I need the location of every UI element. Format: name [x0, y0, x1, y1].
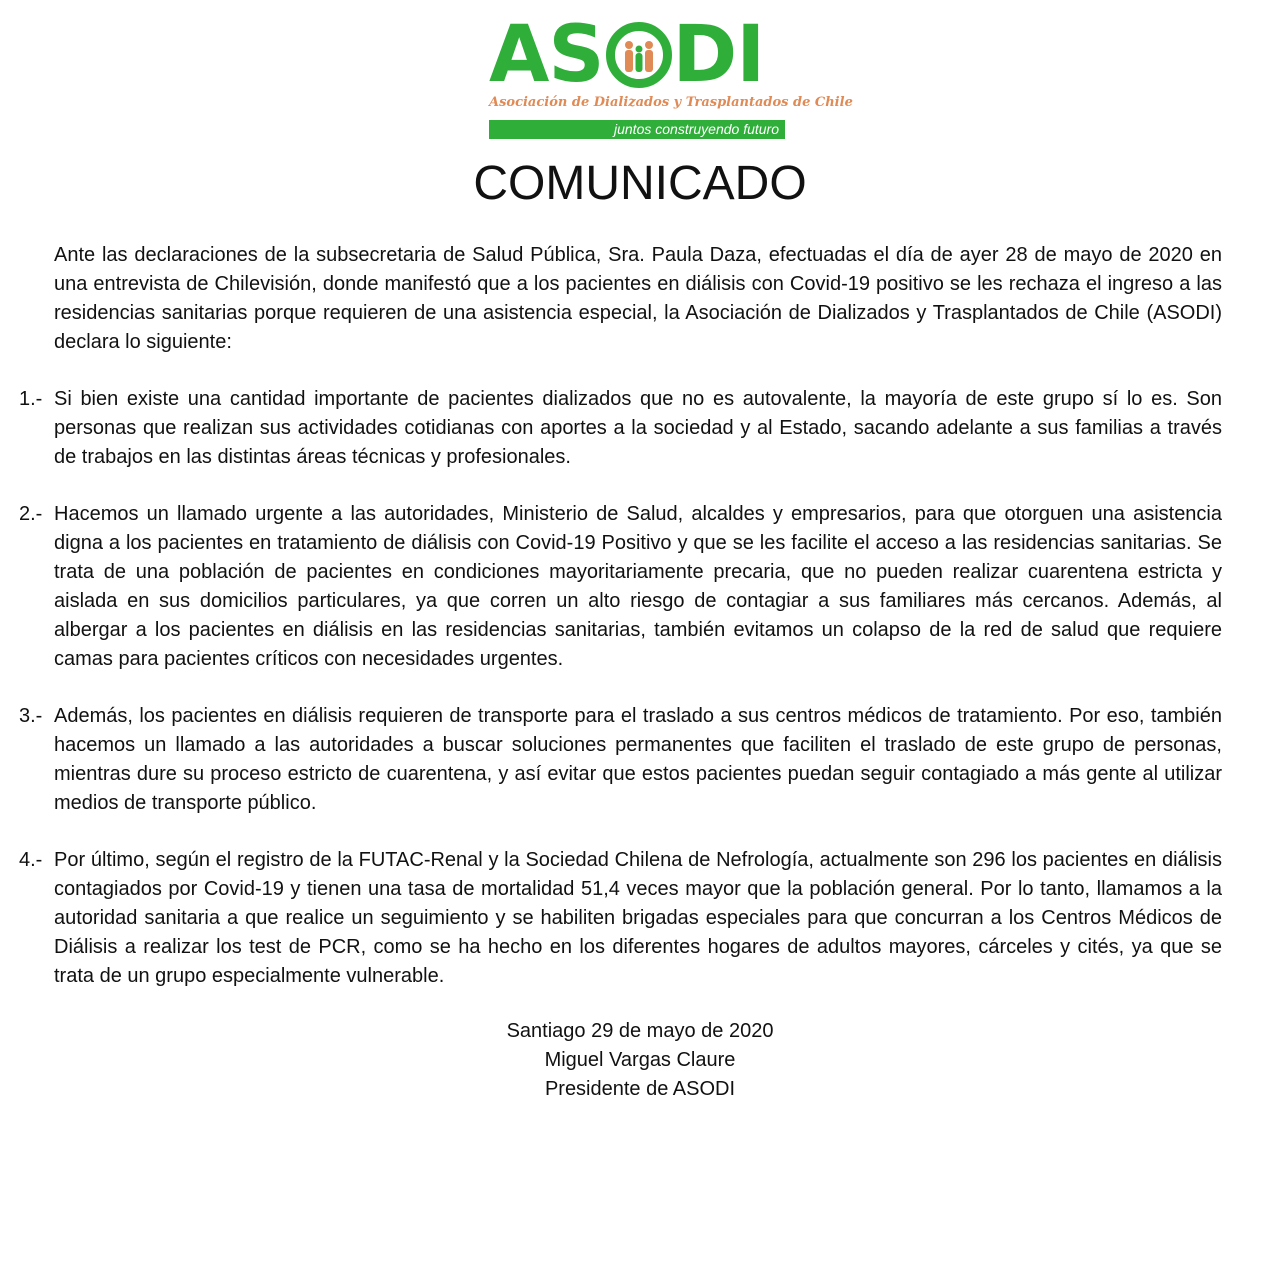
point-number: 3.-: [19, 705, 43, 727]
point-4: [19, 846, 1222, 991]
point-text: Si bien existe una cantidad importante de pacientes dializados que no es autovalente, la mayoría de este grupo sí lo es. Son personas que realizan sus actividades cotidianas con aportes a la sociedad y al Estado, sacando adelante a sus familias a través de trabajos en las distintas áreas técnicas y profesionales.: [54, 388, 1222, 468]
point-1: [19, 385, 1222, 472]
point-number: 2.-: [19, 503, 43, 525]
logo-name-end: DI: [672, 10, 765, 100]
statement-body: [19, 241, 1222, 1019]
page-title: COMUNICADO: [473, 157, 807, 210]
logo-tagline: juntos construyendo futuro: [614, 121, 779, 137]
logo-tagline-bar: [489, 120, 785, 139]
asodi-logo: [489, 10, 853, 137]
point-3: [19, 702, 1222, 818]
point-text: Hacemos un llamado urgente a las autoridades, Ministerio de Salud, alcaldes y empresarios, para que otorguen una asistencia digna a los pacientes en tratamiento de diálisis con Covid-19 Positivo y que se les facilite el acceso a las residencias sanitarias. Se trata de una población de pacientes en condiciones mayoritariamente precaria, que no pueden realizar cuarentena estricta y aislada en sus domicilios particulares, ya que corren un alto riesgo de contagiar a sus familiares más cercanos. Además, al albergar a los pacientes en diálisis en las residencias sanitarias, también evitamos un colapso de la red de salud que requiere camas para pacientes críticos con necesidades urgentes.: [54, 503, 1222, 670]
logo-wordmark: [489, 10, 785, 100]
point-number: 4.-: [19, 849, 43, 871]
intro-paragraph: Ante las declaraciones de la subsecretaria de Salud Pública, Sra. Paula Daza, efectuadas el día de ayer 28 de mayo de 2020 en una entrevista de Chilevisión, donde manifestó que a los pacientes en diálisis con Covid-19 positivo se les rechaza el ingreso a las residencias sanitarias porque requieren de una asistencia especial, la Asociación de Dializados y Trasplantados de Chile (ASODI) declara lo siguiente:: [54, 244, 1222, 353]
logo-name-start: AS: [489, 10, 604, 100]
signature-place-date: Santiago 29 de mayo de 2020: [506, 1020, 774, 1042]
signature-name: Miguel Vargas Claure: [544, 1049, 736, 1071]
signature-role: Presidente de ASODI: [544, 1078, 736, 1100]
signature-block: [0, 1017, 1280, 1104]
logo-subtitle: Asociación de Dializados y Trasplantados de Chile: [489, 95, 853, 110]
point-2: [19, 500, 1222, 674]
logo-family-icon: [606, 22, 672, 88]
point-text: Además, los pacientes en diálisis requieren de transporte para el traslado a sus centros médicos de tratamiento. Por eso, también hacemos un llamado a las autoridades a buscar soluciones permanentes que faciliten el traslado de este grupo de personas, mientras dure su proceso estricto de cuarentena, y así evitar que estos pacientes puedan seguir contagiado a más gente al utilizar medios de transporte público.: [54, 705, 1222, 814]
point-text: Por último, según el registro de la FUTAC-Renal y la Sociedad Chilena de Nefrología, actualmente son 296 los pacientes en diálisis contagiados por Covid-19 y tienen una tasa de mortalidad 51,4 veces mayor que la población general. Por lo tanto, llamamos a la autoridad sanitaria a que realice un seguimiento y se habiliten brigadas especiales para que concurran a los Centros Médicos de Diálisis a realizar los test de PCR, como se ha hecho en los diferentes hogares de adultos mayores, cárceles y cités, ya que se trata de un grupo especialmente vulnerable.: [54, 849, 1222, 987]
point-number: 1.-: [19, 388, 43, 410]
